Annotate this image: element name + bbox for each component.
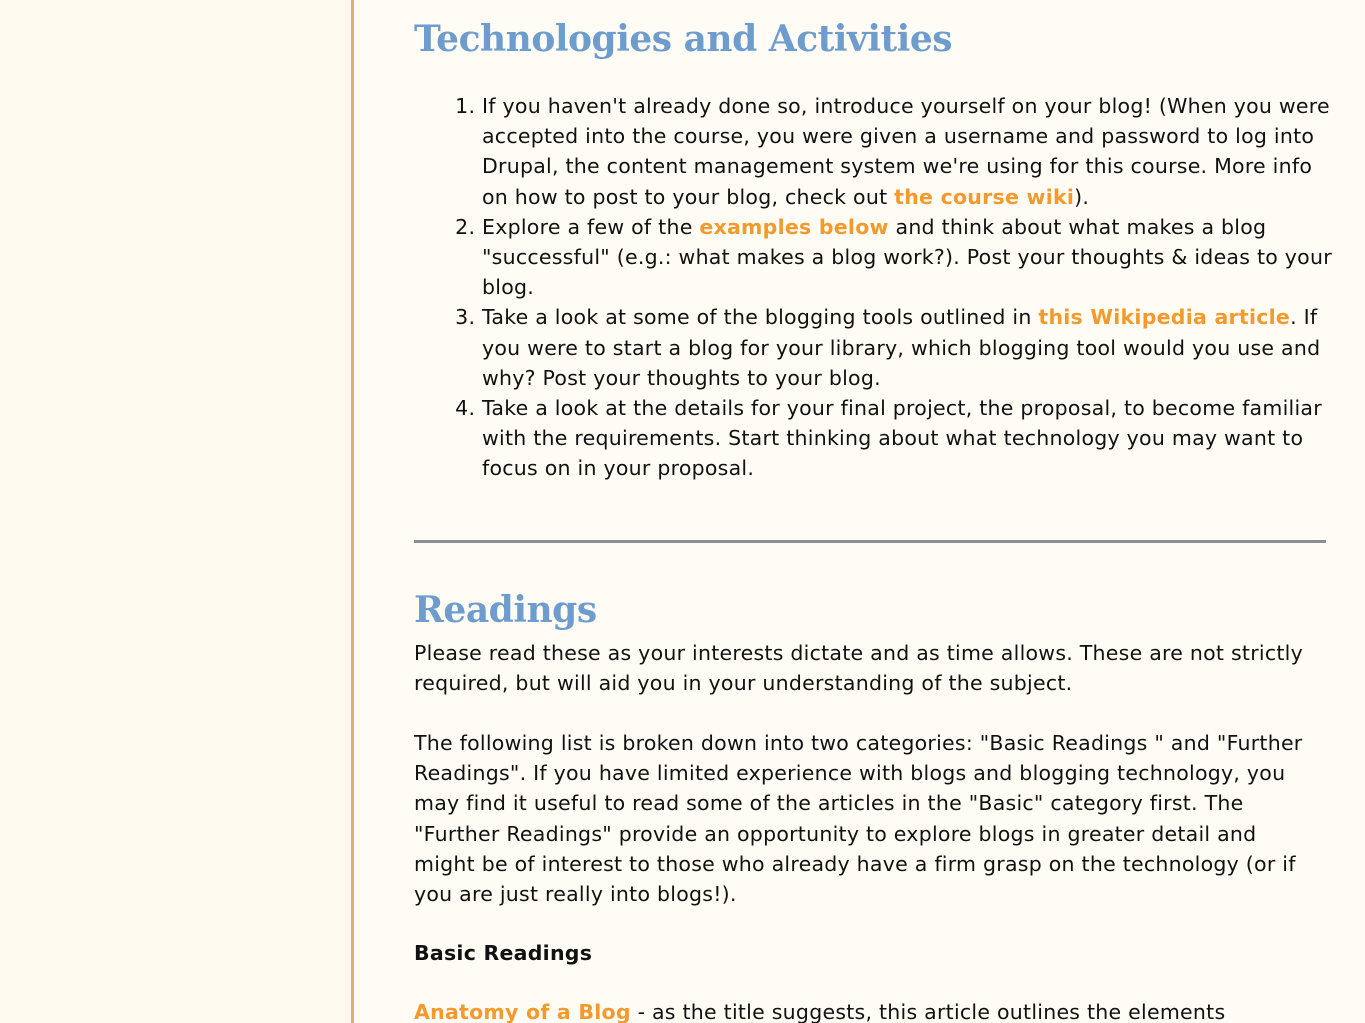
list-item: [482, 91, 1334, 212]
activity-text: Take a look at some of the blogging tools outlined in: [482, 305, 1039, 330]
reading-item: [414, 997, 1319, 1023]
activity-text: If you haven't already done so, introduce yourself on your blog! (When you were accepted into the course, you were given a username and password to log into Drupal, the content management system we're using for this course. More info on how to post to your blog, check out: [482, 94, 1330, 209]
readings-heading: Readings: [414, 589, 597, 631]
activities-list: [414, 91, 1334, 484]
main-content: [414, 0, 1332, 1023]
activity-text: ).: [1074, 184, 1090, 209]
activity-text: Explore a few of the: [482, 214, 700, 239]
sidebar: [0, 0, 354, 1023]
activity-text: Take a look at the details for your final project, the proposal, to become familiar with the requirements. Start thinking about what technology you may want to focus on in your proposal.: [482, 396, 1322, 481]
section-divider: [414, 540, 1326, 543]
examples-below-link[interactable]: examples below: [699, 214, 889, 239]
activity-text: . If you were to start a blog for your library, which blogging tool would you use and why? Post your thoughts to your blog.: [482, 305, 1321, 390]
course-wiki-link[interactable]: the course wiki: [894, 184, 1075, 209]
anatomy-of-a-blog-link[interactable]: Anatomy of a Blog: [414, 1000, 631, 1023]
wikipedia-article-link[interactable]: this Wikipedia article: [1038, 305, 1291, 330]
list-item: [482, 212, 1334, 303]
technologies-heading: Technologies and Activities: [414, 18, 953, 60]
readings-intro: Please read these as your interests dictate and as time allows. These are not strictly required, but will aid you in your understanding of the subject.: [414, 641, 1303, 696]
readings-categories-text: The following list is broken down into two categories: "Basic Readings " and "Further Readings". If you have limited experience with blogs and blogging technology, you may find it useful to read some of the articles in the "Basic" category first. The "Further Readings" provide an opportunity to explore blogs in greater detail and might be of interest to those who already have a firm grasp on the technology (or if you are just really into blogs!).: [414, 731, 1303, 907]
reading-item-description: - as the title suggests, this article outlines the elements: [630, 1000, 1226, 1023]
list-item: [482, 302, 1334, 393]
basic-readings-heading: Basic Readings: [414, 941, 593, 965]
activity-text: and think about what makes a blog "successful" (e.g.: what makes a blog work?). Post your thoughts & ideas to your blog.: [482, 214, 1332, 300]
list-item: [482, 393, 1334, 484]
